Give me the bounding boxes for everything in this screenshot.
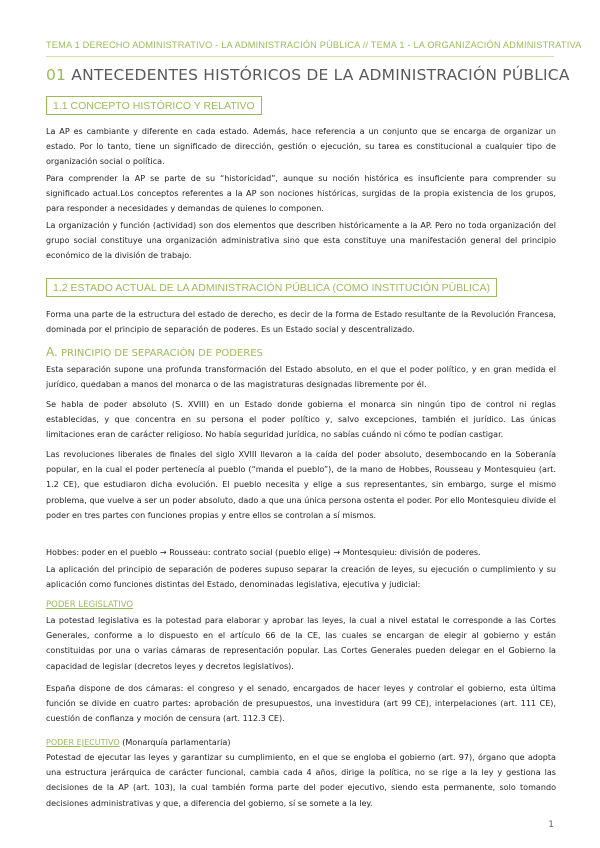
legislativo-title: PODER LEGISLATIVO [46,600,134,610]
paragraph: Hobbes: poder en el pueblo → Rousseau: contrato social (pueblo elige) → Montesquieu: división de poderes. [46,548,481,557]
ejecutivo-title: PODER EJECUTIVO [46,738,120,747]
paragraph: Para comprender la AP se parte de su “historicidad”, aunque su noción histórica es insuficiente para comprender su significado actual.Los conceptos referentes a la AP son nociones históricas, surgidas de la propia existencia de los grupos, para responder a necesidades y demandas de quienes lo componen. [46,174,556,214]
paragraph: Las revoluciones liberales de finales del siglo XVIII llevaron a la caída del poder absoluto, desembocando en la Soberanía popular, en la cual el poder pertenecía al pueblo (“manda el pueblo”), de la mano de Hobbes, Rousseau y Montesquieu (art. 1.2 CE), que estudiaron dicha evolución. El pueblo necesita y elige a sus representantes, sin embargo, surge el mismo problema, que vuelve a ser un poder absoluto, dado a que una única persona ostenta el poder. Por ello Montesquieu divide el poder en tres partes con funciones propias y entre ellos se controlan a sí mismos. [46,450,556,520]
running-header: TEMA 1 DERECHO ADMINISTRATIVO - LA ADMINISTRACIÓN PÚBLICA // TEMA 1 - LA ORGANIZACIÓN ADMINISTRATIVA [46,40,582,50]
paragraph: España dispone de dos cámaras: el congreso y el senado, encargados de hacer leyes y controlar el gobierno, esta última función se divide en cuatro partes: aprobación de presupuestos, una investidura (art 99 CE), interpelaciones (art. 111 CE), cuestión de confianza y moción de censura (art. 112.3 CE). [46,684,556,724]
paragraph: Forma una parte de la estructura del estado de derecho, es decir de la forma de Estado resultante de la Revolución Francesa, dominada por el principio de separación de poderes. Es un Estado social y descentralizado. [46,310,556,335]
header-rule [46,56,554,57]
ejecutivo-note: (Monarquía parlamentaria) [119,738,231,747]
section-heading-1-2: 1.2 ESTADO ACTUAL DE LA ADMINISTRACIÓN PÚBLICA (COMO INSTITUCIÓN PÚBLICA) [46,278,497,297]
paragraph: Se habla de poder absoluto (S. XVIII) en un Estado donde gobierna el monarca sin ningún tipo de control ni reglas establecidas, y que concentra en su persona el poder político y, salvo excepciones, también el jurídico. Las únicas limitaciones eran de carácter religioso. No había seguridad jurídica, no sabías cuándo ni cómo te podían castigar. [46,400,556,440]
page-number: 1 [548,820,554,830]
subsection-title: PRINCIPIO DE SEPARACIÓN DE PODERES [61,348,263,359]
poder-legislativo-label [46,600,133,610]
paragraph: La organización y función (actividad) son dos elementos que describen históricamente a la AP. Pero no toda organización del grupo social constituye una organización administrativa sino que esta constituye una manifestación general del principio económico de la división de trabajo. [46,221,556,261]
section-heading-1-1: 1.1 CONCEPTO HISTÓRICO Y RELATIVO [46,96,262,115]
paragraph: La AP es cambiante y diferente en cada estado. Además, hace referencia a un conjunto que se encarga de organizar un estado. Por lo tanto, tiene un significado de dirección, gestión o ejecución, su tarea es constitucional a cualquier tipo de organización social o política. [46,127,556,167]
poder-ejecutivo-label [46,735,556,750]
title-text: ANTECEDENTES HISTÓRICOS DE LA ADMINISTRACIÓN PÚBLICA [71,66,570,84]
paragraph: Esta separación supone una profunda transformación del Estado absoluto, en el que el poder político, y en gran medida el jurídico, quedaban a manos del monarca o de las magistraturas designadas libremente por él. [46,365,556,390]
subsection-letter: A. [46,345,58,359]
page-title [46,66,570,84]
paragraph: La aplicación del principio de separación de poderes supuso separar la creación de leyes, su ejecución o cumplimiento y su aplicación como funciones distintas del Estado, denominadas legislativa, ejecutiva y judicial: [46,565,556,590]
paragraph: La potestad legislativa es la potestad para elaborar y aprobar las leyes, la cual a nivel estatal le corresponde a las Cortes Generales, conforme a lo dispuesto en el artículo 66 de la CE, las cuales se encargan de elegir al gobierno y están constituidas por una o varias cámaras de representación popular. Las Cortes Generales pueden delegar en el Gobierno la capacidad de legislar (decretos leyes y decretos legislativos). [46,616,556,671]
paragraph: Potestad de ejecutar las leyes y garantizar su cumplimiento, en el que se engloba el gobierno (art. 97), órgano que adopta una estructura jerárquica de carácter funcional, cambia cada 4 años, dirige la política, no se rige a la ley y gestiona las decisiones de la AP (art. 103), la cual también forma parte del poder ejecutivo, siendo esta permanente, solo tomando decisiones administrativas y que, a diferencia del gobierno, sí se somete a la ley. [46,753,556,808]
subsection-heading-a [46,345,263,359]
title-number: 01 [46,66,67,84]
